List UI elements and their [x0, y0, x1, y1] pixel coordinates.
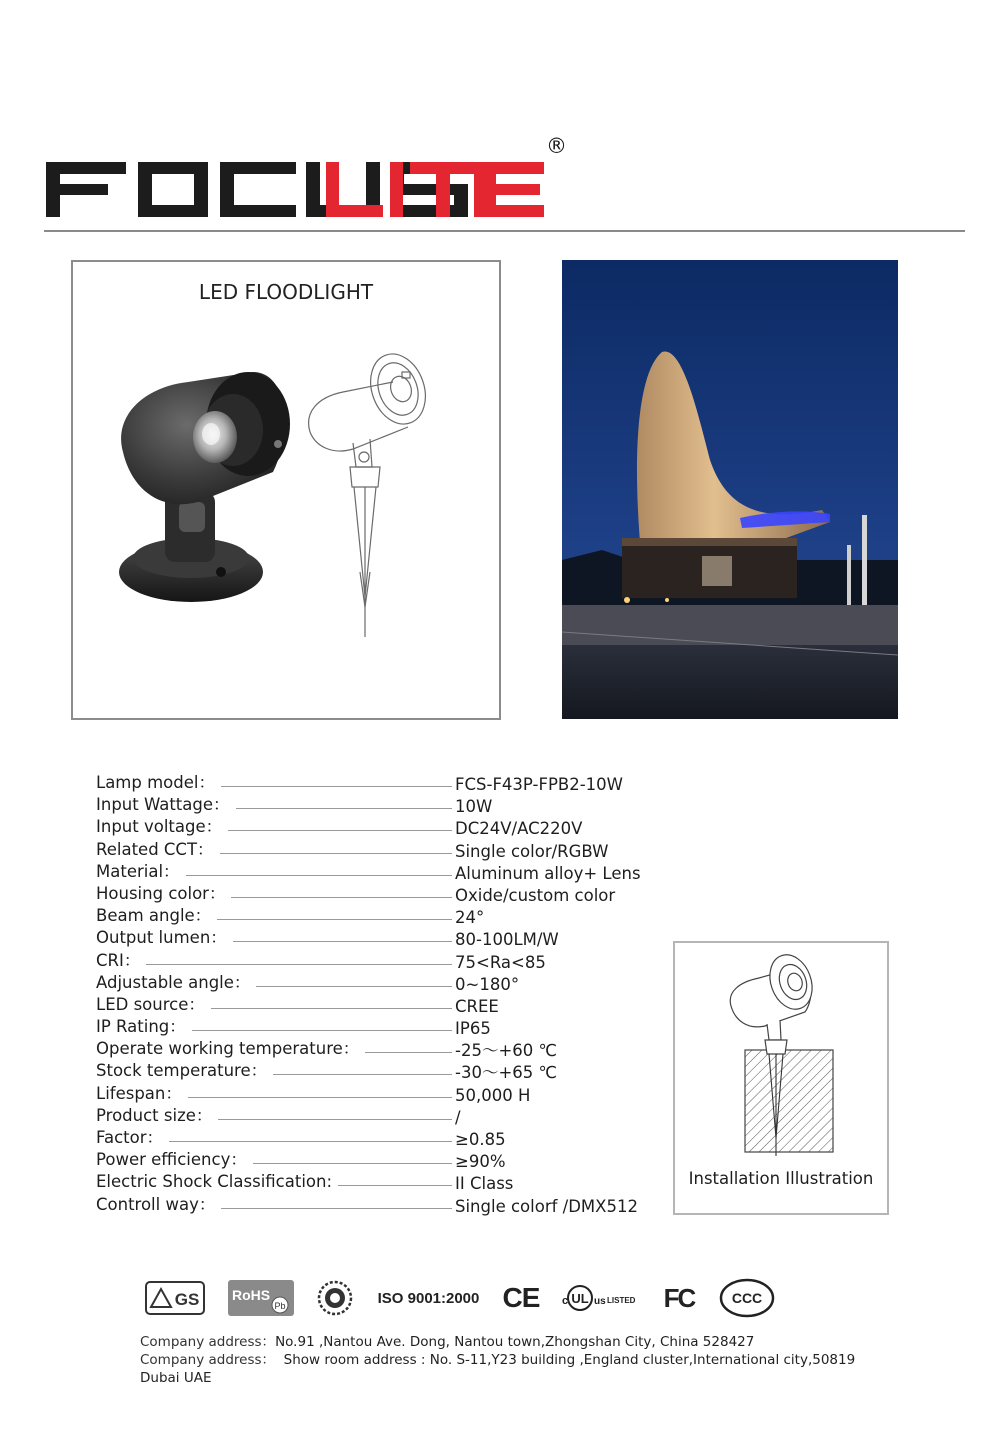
spec-row — [96, 1083, 656, 1105]
spec-label: Electric Shock Classification: — [96, 1171, 338, 1193]
rohs-label: RoHS — [232, 1287, 271, 1303]
spec-row — [96, 1127, 656, 1149]
spec-row — [96, 839, 656, 861]
spec-value: II Class — [455, 1174, 514, 1194]
spec-value: / — [455, 1107, 461, 1127]
spec-label: Lifespan： — [96, 1083, 188, 1105]
spec-row — [96, 861, 656, 883]
installation-caption: Installation Illustration — [688, 1169, 874, 1188]
spec-label: Output lumen： — [96, 927, 233, 949]
certification-marks — [140, 1276, 790, 1320]
spec-value: Single color/RGBW — [455, 841, 609, 861]
spec-label: Housing color： — [96, 883, 231, 905]
spec-label: CRI： — [96, 950, 146, 972]
spec-value: 50,000 H — [455, 1085, 531, 1105]
spec-label: Input voltage： — [96, 816, 228, 838]
spec-label: Material： — [96, 861, 186, 883]
spec-row — [96, 1171, 656, 1193]
product-title: LED FLOODLIGHT — [198, 280, 374, 304]
spec-row — [96, 794, 656, 816]
spec-label: Input Wattage： — [96, 794, 236, 816]
product-photo — [103, 362, 293, 612]
address-label: Company address： — [140, 1334, 276, 1350]
ul-c-label: c — [562, 1295, 569, 1307]
spec-row — [96, 1016, 656, 1038]
address-line-2 — [140, 1351, 880, 1387]
ul-listed-label: LISTED — [607, 1296, 636, 1305]
spec-label: Factor： — [96, 1127, 169, 1149]
rohs-mark — [228, 1276, 294, 1320]
spec-value: CREE — [455, 996, 499, 1016]
spec-row — [96, 927, 656, 949]
spec-label: Lamp model： — [96, 772, 221, 794]
ccc-mark — [718, 1276, 776, 1320]
spec-label: Stock temperature： — [96, 1060, 273, 1082]
spec-value: IP65 — [455, 1019, 491, 1039]
footer-address — [140, 1333, 880, 1387]
iso-mark: ISO 9001:2000 — [377, 1289, 480, 1307]
spec-value: ≥0.85 — [455, 1130, 506, 1149]
ul-listed-mark — [560, 1276, 640, 1320]
spec-value: Oxide/custom color — [455, 885, 616, 905]
spec-label: Power efficiency： — [96, 1149, 253, 1171]
ul-us-label: us — [594, 1296, 606, 1307]
fc-mark: FC — [663, 1282, 695, 1313]
spec-label: Related CCT： — [96, 839, 220, 861]
spec-value: 10W — [455, 797, 493, 817]
spec-list — [96, 772, 656, 1216]
spec-label: Operate working temperature： — [96, 1038, 365, 1060]
spec-value: 0~180° — [455, 974, 520, 994]
spec-value: FCS-F43P-FPB2-10W — [455, 775, 623, 794]
spec-label: IP Rating： — [96, 1016, 192, 1038]
spec-row — [96, 1194, 656, 1216]
address-label: Company address： — [140, 1352, 276, 1368]
registered-mark: ® — [546, 134, 567, 158]
spec-value: 80-100LM/W — [455, 930, 559, 950]
spec-row — [96, 1105, 656, 1127]
spec-row — [96, 950, 656, 972]
spec-row — [96, 905, 656, 927]
spec-row — [96, 1149, 656, 1171]
spec-value: Aluminum alloy+ Lens — [455, 863, 641, 883]
header-rule — [44, 230, 965, 232]
installation-panel — [673, 941, 889, 1215]
cppc-mark — [316, 1276, 354, 1320]
installation-drawing — [725, 948, 837, 1160]
spec-value: 75<Ra<85 — [455, 952, 546, 972]
spec-value: -25～+60 ℃ — [455, 1041, 558, 1061]
product-line-drawing — [298, 347, 438, 647]
application-scene-photo — [562, 260, 898, 719]
spec-label: Product size： — [96, 1105, 218, 1127]
spec-row — [96, 883, 656, 905]
spec-row — [96, 772, 656, 794]
pb-label: Pb — [274, 1301, 286, 1311]
spec-row — [96, 1038, 656, 1060]
address-value: Show room address : No. S-11,Y23 building ,England cluster,International city,50819 Dubai UAE — [140, 1352, 856, 1386]
spec-value: DC24V/AC220V — [455, 819, 583, 839]
spec-label: LED source： — [96, 994, 211, 1016]
address-value: No.91 ,Nantou Ave. Dong, Nantou town,Zhongshan City, China 528427 — [275, 1334, 755, 1350]
ccc-label: CCC — [731, 1290, 763, 1306]
gs-label: GS — [174, 1290, 200, 1309]
spec-row — [96, 972, 656, 994]
address-line-1 — [140, 1333, 880, 1351]
spec-row — [96, 994, 656, 1016]
product-panel — [71, 260, 501, 720]
ul-label: UL — [571, 1291, 589, 1306]
spec-value: -30～+65 ℃ — [455, 1063, 558, 1083]
spec-label: Adjustable angle： — [96, 972, 256, 994]
gs-mark — [145, 1276, 205, 1320]
spec-label: Controll way： — [96, 1194, 221, 1216]
spec-label: Beam angle： — [96, 905, 217, 927]
ce-mark: CE — [502, 1282, 540, 1313]
spec-value: 24° — [455, 908, 485, 928]
spec-row — [96, 816, 656, 838]
spec-row — [96, 1060, 656, 1082]
spec-value: ≥90% — [455, 1152, 506, 1172]
spec-value: Single colorf /DMX512 — [455, 1196, 638, 1216]
logo-lite-letters — [322, 128, 552, 223]
